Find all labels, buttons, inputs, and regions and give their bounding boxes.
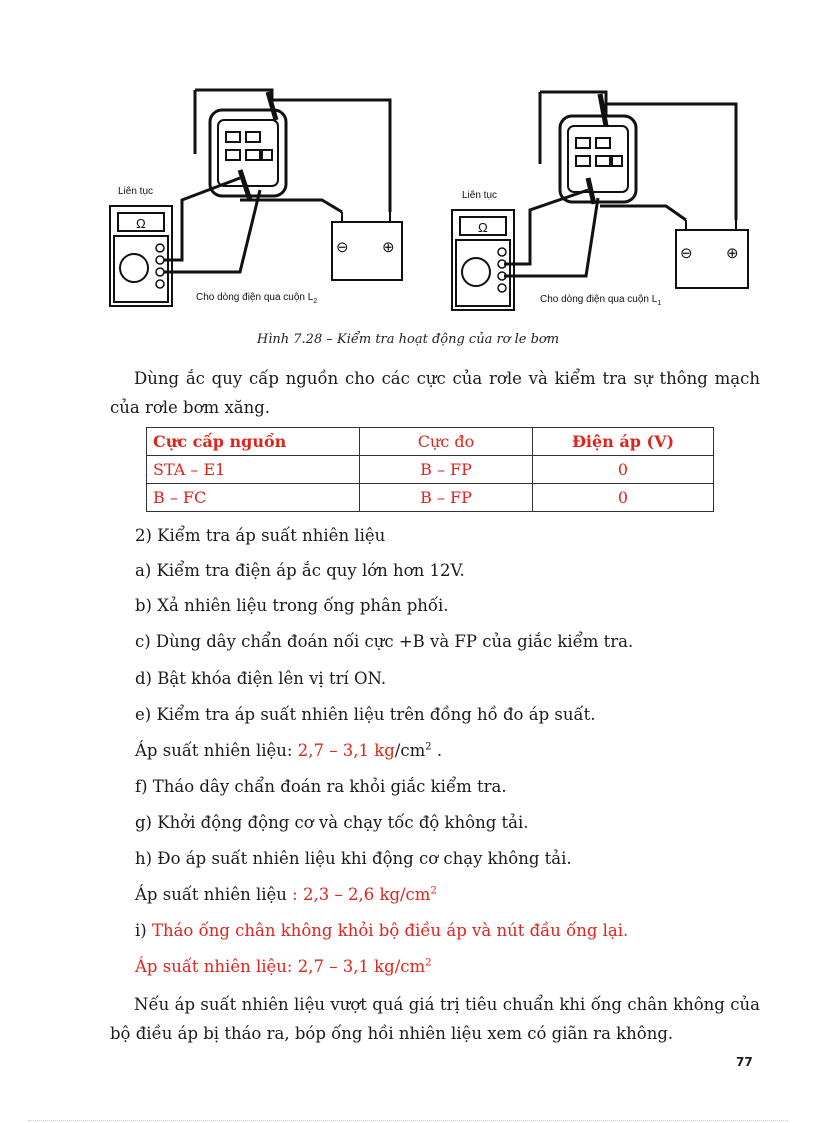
- left-minus-terminal: ⊖: [336, 239, 349, 256]
- table-row: [147, 456, 714, 484]
- right-minus-terminal: ⊖: [680, 245, 693, 262]
- pressure-value: 2,7 – 3,1 kg: [297, 741, 395, 760]
- table-cell: 0: [533, 456, 714, 484]
- pressure-tail: .: [431, 741, 443, 760]
- left-plus-terminal: ⊕: [382, 239, 395, 256]
- pressure-spec-2: [135, 885, 437, 904]
- table-cell: 0: [533, 484, 714, 512]
- right-continuity-label: Liên tục: [462, 190, 498, 201]
- right-plus-terminal: ⊕: [726, 245, 739, 262]
- pressure-spec-3: [135, 957, 432, 976]
- pressure-value: : 2,3 – 2,6 kg/cm: [292, 885, 431, 904]
- pressure-label: Áp suất nhiên liệu:: [135, 741, 298, 760]
- table-cell: B – FP: [360, 484, 533, 512]
- page-divider: [28, 1120, 788, 1121]
- relay-test-figure: [100, 80, 760, 320]
- relay-test-table: [146, 427, 714, 512]
- pressure-label: Áp suất nhiên liệu: [135, 885, 293, 904]
- step-e: e) Kiểm tra áp suất nhiên liệu trên đồng hồ đo áp suất.: [135, 705, 596, 724]
- step-g: g) Khởi động động cơ và chạy tốc độ không tải.: [135, 813, 529, 832]
- left-diagram-caption: Cho dòng điện qua cuộn $L_2$: [196, 292, 318, 305]
- step-f: f) Tháo dây chẩn đoán ra khỏi giắc kiểm tra.: [135, 777, 507, 796]
- pressure-unit: /cm: [394, 741, 426, 760]
- pressure-unit-exponent: 2: [430, 885, 437, 897]
- figure-caption: Hình 7.28 – Kiểm tra hoạt động của rơ le bơm: [256, 332, 560, 347]
- step-d: d) Bật khóa điện lên vị trí ON.: [135, 669, 387, 688]
- step-c: c) Dùng dây chẩn đoán nối cực +B và FP của giắc kiểm tra.: [135, 632, 634, 651]
- step-i: [135, 921, 628, 940]
- table-header: Cực cấp nguồn: [147, 428, 360, 456]
- pressure-spec-1: [135, 741, 442, 760]
- step-b: b) Xả nhiên liệu trong ống phân phối.: [135, 596, 449, 615]
- right-diagram-caption: Cho dòng điện qua cuộn $L_1$: [540, 294, 662, 307]
- table-cell: STA – E1: [147, 456, 360, 484]
- right-ohm-symbol: Ω: [478, 220, 488, 235]
- table-header: Cực đo: [360, 428, 533, 456]
- pressure-unit-exponent: 2: [425, 741, 432, 753]
- step-a: a) Kiểm tra điện áp ắc quy lớn hơn 12V.: [135, 561, 465, 580]
- pressure-unit-exponent: 2: [425, 957, 432, 969]
- section-title: 2) Kiểm tra áp suất nhiên liệu: [135, 526, 386, 545]
- intro-paragraph: Dùng ắc quy cấp nguồn cho các cực của rơle và kiểm tra sự thông mạch của rơle bơm xăng.: [110, 369, 760, 417]
- left-ohm-symbol: Ω: [136, 216, 146, 231]
- pressure-label: Áp suất nhiên liệu: 2,7 – 3,1 kg/cm: [135, 957, 426, 976]
- table-row: [147, 484, 714, 512]
- table-header-row: [147, 428, 714, 456]
- step-i-text: Tháo ống chân không khỏi bộ điều áp và nút đầu ống lại.: [146, 921, 629, 940]
- table-cell: B – FP: [360, 456, 533, 484]
- step-i-prefix: i): [135, 921, 147, 940]
- relay-test-diagram: [100, 80, 760, 320]
- page-number: 77: [736, 1055, 753, 1069]
- table-header: Điện áp (V): [533, 428, 714, 456]
- closing-paragraph: Nếu áp suất nhiên liệu vượt quá giá trị tiêu chuẩn khi ống chân không của bộ điều áp bị tháo ra, bóp ống hồi nhiên liệu xem có giãn ra không.: [110, 995, 760, 1043]
- left-continuity-label: Liên tục: [118, 186, 154, 197]
- table-cell: B – FC: [147, 484, 360, 512]
- step-h: h) Đo áp suất nhiên liệu khi động cơ chạy không tải.: [135, 849, 572, 868]
